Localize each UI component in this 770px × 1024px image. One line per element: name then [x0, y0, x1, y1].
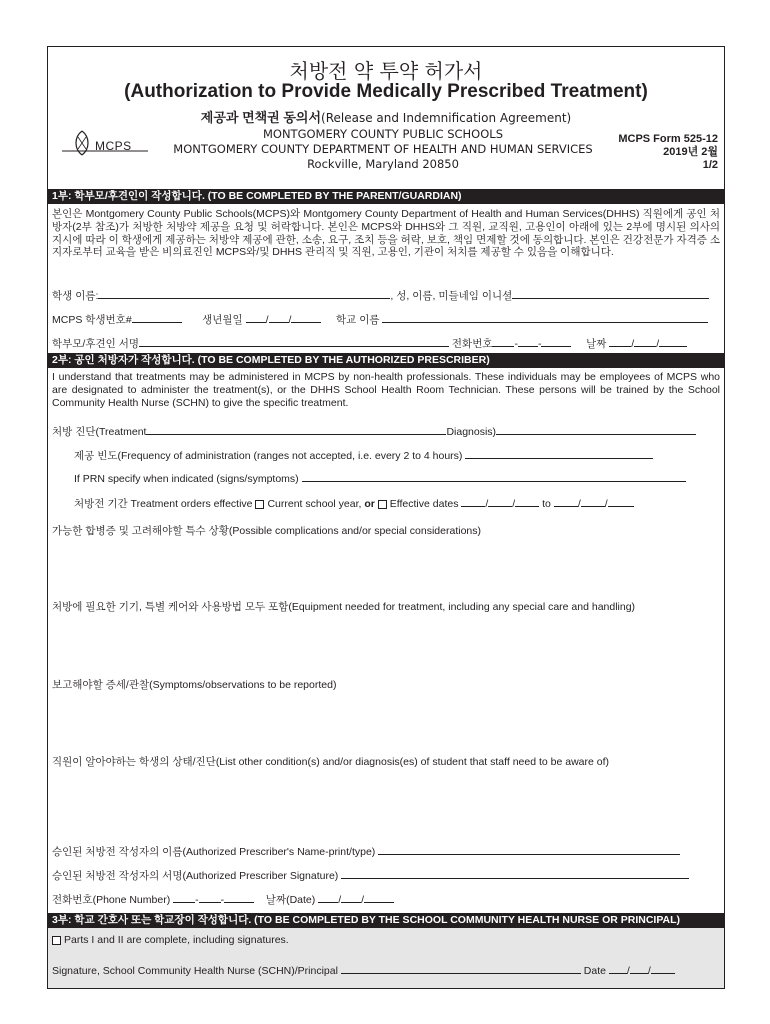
period-row: 처방전 기간 Treatment orders effective Current school year, or Effective dates / / to / /	[74, 496, 634, 511]
nurse-signature-field[interactable]	[341, 964, 581, 974]
form-info	[618, 133, 718, 172]
current-year-checkbox[interactable]	[255, 500, 264, 509]
part2-paragraph: I understand that treatments may be administered in MCPS by non-health professionals. These individuals may be employees of MCPS who are designated to administer the treatment(s), or the DHHS School Health Room Technician. These persons will be trained by the School Community Health Nurse (SCHN) to give the specific treatment.	[52, 371, 720, 409]
form-number: MCPS Form 525-12	[618, 133, 718, 145]
prescriber-signature-field[interactable]	[341, 869, 689, 879]
student-id-row: MCPS 학생번호# 생년월일 / / 학교 이름	[52, 312, 708, 327]
start-day-field[interactable]	[488, 497, 512, 507]
prescriber-phone-line[interactable]	[224, 893, 254, 903]
part3-header: 3부: 학교 간호사 또는 학교장이 작성합니다. (TO BE COMPLETED BY THE SCHOOL COMMUNITY HEALTH NURSE OR PRINCIPAL)	[48, 913, 724, 928]
parent-signature-row: 학부모/후견인 서명 전화번호 - - 날짜 / /	[52, 336, 687, 351]
end-month-field[interactable]	[554, 497, 578, 507]
prescriber-signature-row	[52, 868, 689, 883]
prescriber-signature-label: 승인된 처방전 작성자의 서명(Authorized Prescriber Signature)	[52, 870, 339, 882]
org-line-3: Rockville, Maryland 20850	[307, 157, 459, 171]
prn-row	[74, 472, 686, 485]
prescriber-date-label: 날짜(Date)	[265, 894, 316, 906]
treatment-field[interactable]	[146, 425, 446, 435]
equipment-label: 처방에 필요한 기기, 특별 케어와 사용방법 모두 포함(Equipment needed for treatment, including any special care and handling)	[52, 601, 636, 613]
student-name-label: 학생 이름:	[52, 290, 99, 302]
parent-date-day-field[interactable]	[634, 337, 656, 347]
parent-signature-field[interactable]	[139, 337, 449, 347]
student-name-field[interactable]	[98, 289, 390, 299]
complications-field[interactable]	[52, 539, 720, 597]
dob-label: 생년월일	[202, 314, 243, 326]
org-line-1: MONTGOMERY COUNTY PUBLIC SCHOOLS	[262, 127, 503, 141]
conditions-field[interactable]	[52, 770, 720, 838]
nurse-date-label: Date	[583, 965, 606, 977]
nurse-signature-label: Signature, School Community Health Nurse (SCHN)/Principal	[52, 965, 338, 977]
start-month-field[interactable]	[461, 497, 485, 507]
student-id-field[interactable]	[132, 313, 182, 323]
parent-phone-label: 전화번호	[451, 338, 493, 350]
prescriber-phone-area[interactable]	[173, 893, 195, 903]
logo-text: MCPS	[95, 139, 132, 153]
symptoms-label: 보고해야할 증세/관찰(Symptoms/observations to be reported)	[52, 679, 337, 691]
prescriber-name-field[interactable]	[378, 845, 680, 855]
header-block	[48, 127, 724, 175]
diagnosis-field[interactable]	[496, 425, 696, 435]
prescriber-date-year[interactable]	[364, 893, 394, 903]
conditions-label: 직원이 알아야하는 학생의 상태/진단(List other condition(s) and/or diagnosis(es) of student that staff need to be aware of)	[52, 756, 610, 768]
treatment-label: 처방 진단(Treatment	[52, 426, 147, 438]
dob-year-field[interactable]	[291, 313, 321, 323]
subtitle-korean: 제공과 면책권 동의서	[200, 110, 322, 125]
or-label: or	[364, 498, 375, 510]
prescriber-phone-prefix[interactable]	[199, 893, 221, 903]
student-id-label: MCPS 학생번호#	[52, 314, 132, 326]
school-label: 학교 이름	[336, 314, 380, 326]
equipment-field[interactable]	[52, 615, 720, 675]
end-year-field[interactable]	[608, 497, 634, 507]
dob-day-field[interactable]	[269, 313, 289, 323]
treatment-row	[52, 424, 696, 439]
dob-month-field[interactable]	[246, 313, 266, 323]
end-day-field[interactable]	[581, 497, 605, 507]
effective-dates-checkbox[interactable]	[378, 500, 387, 509]
name-format-field[interactable]	[512, 289, 709, 299]
prescriber-date-day[interactable]	[341, 893, 361, 903]
to-label: to	[542, 498, 551, 510]
title-english: (Authorization to Provide Medically Prescribed Treatment)	[124, 81, 648, 102]
nurse-date-year[interactable]	[651, 964, 675, 974]
symptoms-field[interactable]	[52, 693, 720, 753]
part1-header: 1부: 학부모/후견인이 작성합니다. (TO BE COMPLETED BY THE PARENT/GUARDIAN)	[48, 189, 724, 204]
org-line-2: MONTGOMERY COUNTY DEPARTMENT OF HEALTH AND HUMAN SERVICES	[173, 142, 593, 156]
current-year-label: Current school year,	[267, 498, 362, 510]
prescriber-phone-label: 전화번호(Phone Number)	[52, 894, 171, 906]
parent-date-label: 날짜	[586, 338, 607, 350]
prn-field[interactable]	[302, 472, 686, 482]
parent-date-month-field[interactable]	[609, 337, 631, 347]
prescriber-phone-row: 전화번호(Phone Number) - - 날짜(Date) / /	[52, 892, 394, 907]
form-frame	[47, 46, 725, 989]
frequency-row	[74, 448, 653, 463]
nurse-date-day[interactable]	[630, 964, 648, 974]
period-label: 처방전 기간 Treatment orders effective	[74, 498, 253, 510]
complications-label: 가능한 합병증 및 고려해야할 특수 상황(Possible complications and/or special considerations)	[52, 525, 481, 537]
prescriber-date-month[interactable]	[318, 893, 338, 903]
part2-header: 2부: 공인 처방자가 작성합니다. (TO BE COMPLETED BY THE AUTHORIZED PRESCRIBER)	[48, 353, 724, 368]
subtitle-english: (Release and Indemnification Agreement)	[321, 111, 572, 125]
part3-check-row	[52, 934, 289, 946]
mcps-logo	[60, 127, 150, 167]
phone-area-field[interactable]	[492, 337, 514, 347]
start-year-field[interactable]	[515, 497, 539, 507]
subtitle	[48, 107, 724, 126]
title-korean: 처방전 약 투약 허가서	[289, 59, 483, 83]
prn-label: If PRN specify when indicated (signs/symptoms)	[74, 473, 299, 485]
phone-prefix-field[interactable]	[518, 337, 538, 347]
school-field[interactable]	[382, 313, 708, 323]
phone-line-field[interactable]	[541, 337, 571, 347]
effective-dates-label: Effective dates	[389, 498, 459, 510]
nurse-date-month[interactable]	[609, 964, 627, 974]
parent-signature-label: 학부모/후견인 서명	[52, 338, 139, 350]
prescriber-name-row	[52, 844, 680, 859]
part3-signature-row: Signature, School Community Health Nurse (SCHN)/Principal Date / /	[52, 964, 675, 977]
form-date: 2019년 2월	[663, 146, 718, 158]
parts-complete-label: Parts I and II are complete, including signatures.	[64, 934, 289, 946]
frequency-label: 제공 빈도(Frequency of administration (ranges not accepted, i.e. every 2 to 4 hours)	[74, 450, 463, 462]
student-name-row: 학생 이름: , 성, 이름, 미들네임 이니셜	[52, 288, 709, 303]
diagnosis-label: Diagnosis)	[446, 426, 497, 438]
part1-paragraph: 본인은 Montgomery County Public Schools(MCPS)와 Montgomery County Department of Health and Human Services(DHHS) 직원에게 공인 처방자(2부 참조)가 처방한 처방약 제공을 요청 및 허락합니다. 본인은 MCPS와 DHHS와 그 직원, 교직원, 고용인이 아래에 있는 2부에 명시된 의사의 지시에 따라 이 학생에게 제공하는 처방약 제공에 관한, 소송, 요구, 조치 등을 허락, 보호, 책임 면제할 것에 동의합니다. 본인은 건강전문가 자격증 소지자로부터 교육을 받은 비의료진인 MCPS와/및 DHHS 관리직 및 직원, 고용인, 기관이 처치를 제공할 수 있음을 이해합니다.	[52, 208, 720, 259]
name-format-label: 성, 이름, 미들네임 이니셜	[396, 290, 513, 302]
form-page: 1/2	[702, 159, 718, 171]
parts-complete-checkbox[interactable]	[52, 936, 61, 945]
frequency-field[interactable]	[465, 449, 653, 459]
parent-date-year-field[interactable]	[659, 337, 687, 347]
prescriber-name-label: 승인된 처방전 작성자의 이름(Authorized Prescriber's Name-print/type)	[52, 846, 376, 858]
